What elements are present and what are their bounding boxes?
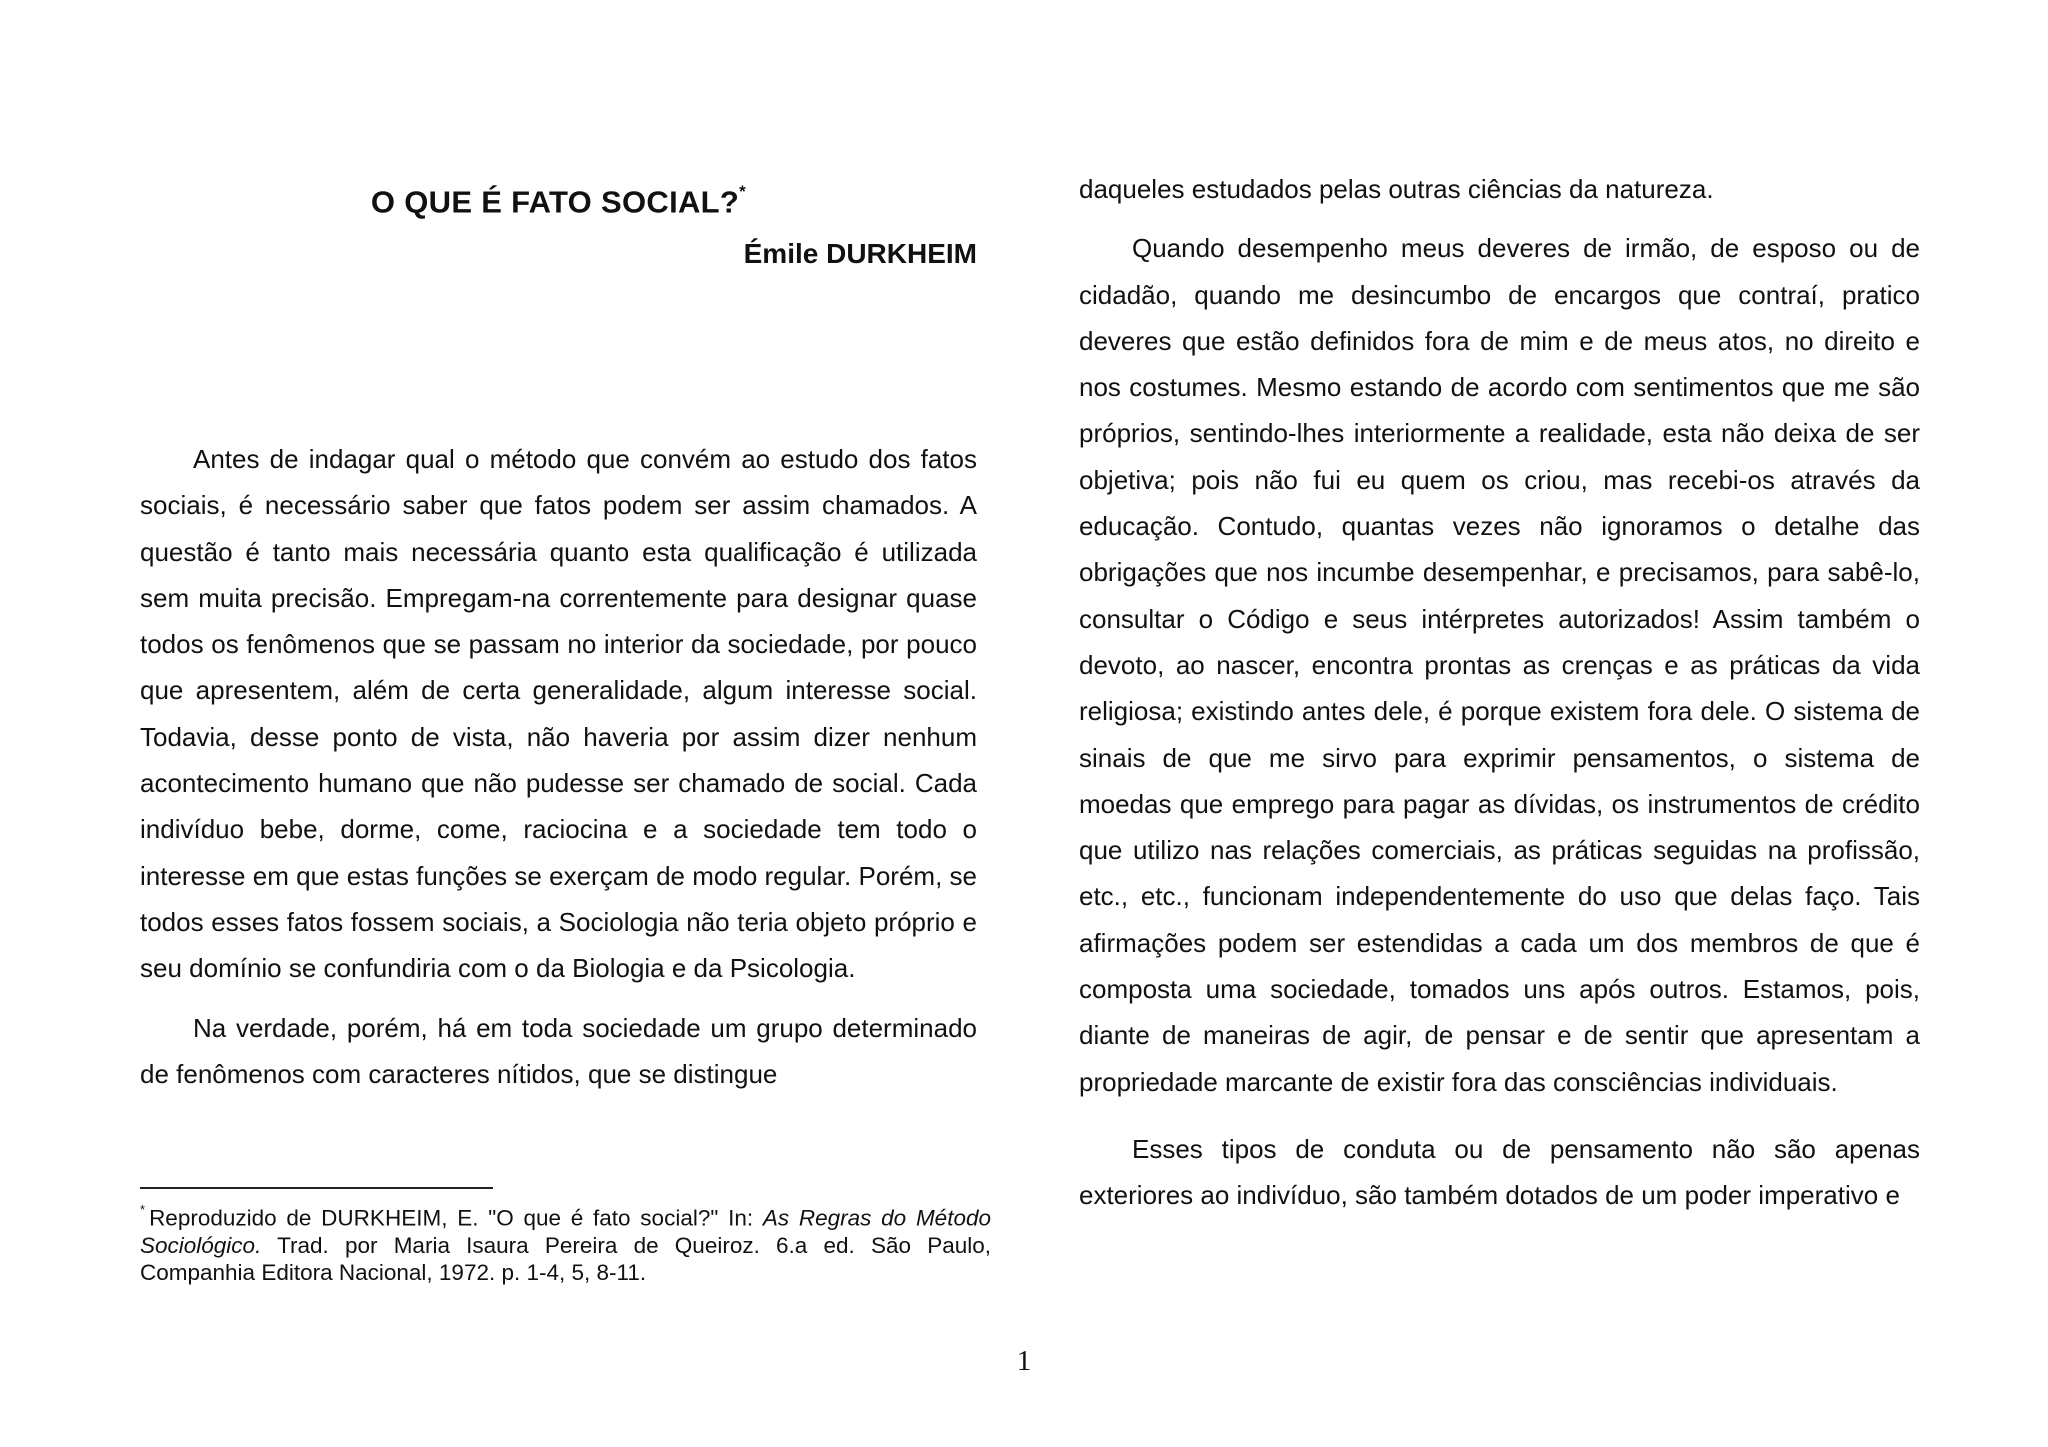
right-column (1079, 166, 1920, 1219)
footnote-marker: * (140, 1202, 146, 1217)
left-column (140, 436, 977, 1097)
paragraph-continuation: daqueles estudados pelas outras ciências da natureza. (1079, 174, 1714, 204)
footnote-divider (140, 1187, 493, 1189)
paragraph: Esses tipos de conduta ou de pensamento não são apenas exteriores ao indivíduo, são também dotados de um poder imperativo e (1079, 1133, 1920, 1211)
page-number: 1 (1016, 1345, 1032, 1377)
paragraph: Antes de indagar qual o método que convém ao estudo dos fatos sociais, é necessário saber que fatos podem ser assim chamados. A questão é tanto mais necessária quanto esta qualificação é utilizada sem muita precisão. Empregam-na correntemente para designar quase todos os fenômenos que se passam no interior da sociedade, por pouco que apresentem, além de certa generalidade, algum interesse social. Todavia, desse ponto de vista, não haveria por assim dizer nenhum acontecimento humano que não pudesse ser chamado de social. Cada indivíduo bebe, dorme, come, raciocina e a sociedade tem todo o interesse em que estas funções se exerçam de modo regular. Porém, se todos esses fatos fossem sociais, a Sociologia não teria objeto próprio e seu domínio se confundiria com o da Biologia e da Psicologia. (140, 444, 977, 984)
paragraph: Quando desempenho meus deveres de irmão, de esposo ou de cidadão, quando me desincumbo de encargos que contraí, pratico deveres que estão definidos fora de mim e de meus atos, no direito e nos costumes. Mesmo estando de acordo com sentimentos que me são próprios, sentindo-lhes interiormente a realidade, esta não deixa de ser objetiva; pois não fui eu quem os criou, mas recebi-os através da educação. Contudo, quantas vezes não ignoramos o detalhe das obrigações que nos incumbe desempenhar, e precisamos, para sabê-lo, consultar o Código e seus intérpretes autorizados! Assim também o devoto, ao nascer, encontra prontas as crenças e as práticas da vida religiosa; existindo antes dele, é porque existem fora dele. O sistema de sinais de que me sirvo para exprimir pensamentos, o sistema de moedas que emprego para pagar as dívidas, os instrumentos de crédito que utilizo nas relações comerciais, as práticas seguidas na profissão, etc., etc., funcionam independentemente do uso que delas faço. Tais afirmações podem ser estendidas a cada um dos membros de que é composta uma sociedade, tomados uns após outros. Estamos, pois, diante de maneiras de agir, de pensar e de sentir que apresentam a propriedade marcante de existir fora das consciências individuais. (1079, 233, 1920, 1097)
author-name: Émile DURKHEIM (743, 238, 977, 269)
footnote-text-before: Reproduzido de DURKHEIM, E. "O que é fato social?" In: (149, 1205, 763, 1231)
footnote-text-after: Trad. por Maria Isaura Pereira de Queiroz. 6.a ed. São Paulo, Companhia Editora Nacional, 1972. p. 1-4, 5, 8-11. (140, 1232, 991, 1285)
title-text: O QUE É FATO SOCIAL? (370, 184, 740, 220)
title-footnote-marker[interactable]: * (739, 182, 747, 201)
page-title (140, 172, 977, 226)
paragraph: Na verdade, porém, há em toda sociedade um grupo determinado de fenômenos com caracteres nítidos, que se distingue (140, 1012, 977, 1089)
footnote (140, 1199, 991, 1286)
footnote-book-title: As Regras do Método Sociológico. (140, 1205, 991, 1258)
